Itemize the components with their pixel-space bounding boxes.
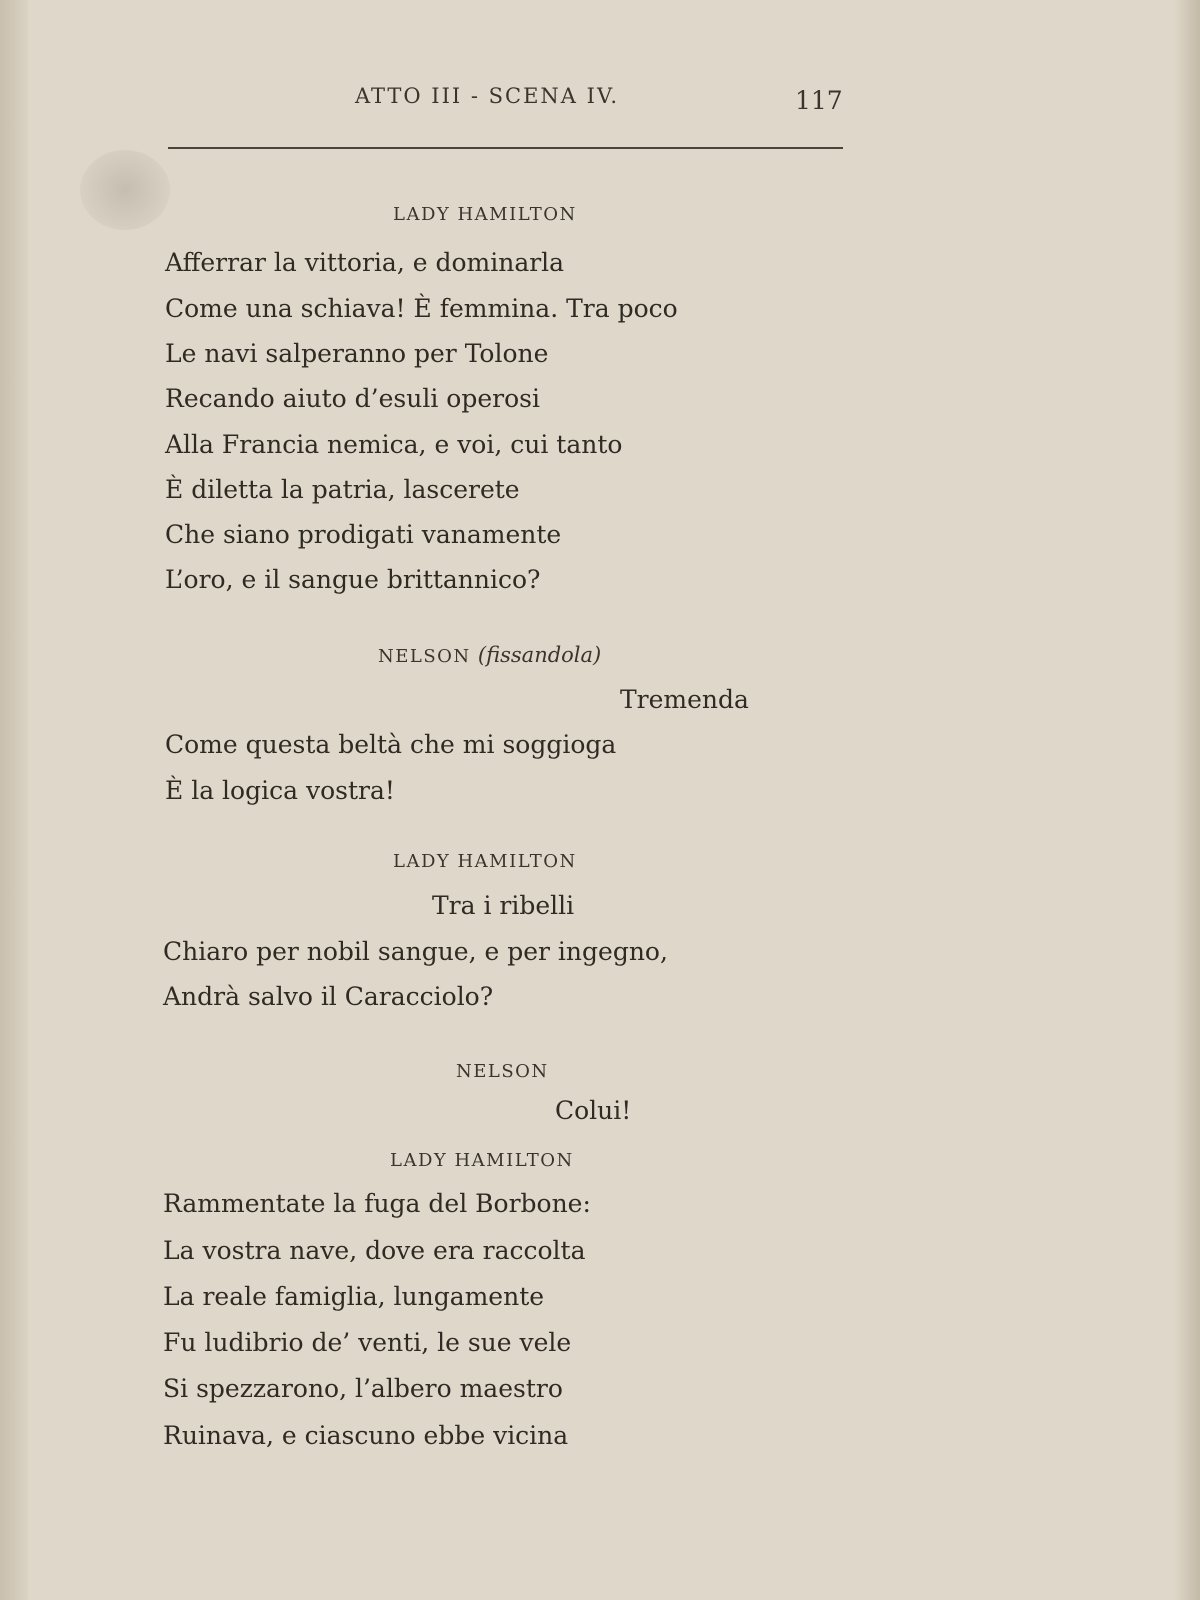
- verse-line: Ruinava, e ciascuno ebbe vicina: [163, 1421, 569, 1450]
- verse-line: Che siano prodigati vanamente: [165, 520, 562, 549]
- verse-line: Rammentate la fuga del Borbone:: [163, 1189, 591, 1218]
- verse-line: La vostra nave, dove era raccolta: [163, 1236, 586, 1265]
- speaker-line: [378, 643, 601, 667]
- speaker-name: LADY HAMILTON: [393, 204, 577, 225]
- speaker-name: NELSON: [378, 646, 471, 667]
- verse-line: Tremenda: [620, 685, 749, 714]
- page-edge-left: [0, 0, 28, 1600]
- verse-line: Si spezzarono, l’albero maestro: [163, 1374, 563, 1403]
- verse-line: Le navi salperanno per Tolone: [165, 339, 549, 368]
- speaker-name: LADY HAMILTON: [390, 1150, 574, 1171]
- verse-line: Colui!: [555, 1096, 632, 1125]
- page-number: 117: [795, 86, 843, 115]
- verse-line: Tra i ribelli: [432, 891, 575, 920]
- verse-line: Recando aiuto d’esuli operosi: [165, 384, 540, 413]
- verse-line: Afferrar la vittoria, e dominarla: [165, 248, 565, 277]
- verse-line: È la logica vostra!: [165, 776, 395, 805]
- verse-line: Alla Francia nemica, e voi, cui tanto: [165, 430, 623, 459]
- verse-line: Come questa beltà che mi soggioga: [165, 730, 617, 759]
- speaker-name: NELSON: [456, 1061, 549, 1082]
- stage-direction: (fissandola): [477, 643, 602, 667]
- verse-line: Chiaro per nobil sangue, e per ingegno,: [163, 937, 668, 966]
- verse-line: Fu ludibrio de’ venti, le sue vele: [163, 1328, 572, 1357]
- page-stain: [80, 150, 170, 230]
- verse-line: È diletta la patria, lascerete: [165, 475, 520, 504]
- verse-line: Andrà salvo il Caracciolo?: [163, 982, 494, 1011]
- header-rule: [168, 147, 843, 150]
- verse-line: La reale famiglia, lungamente: [163, 1282, 545, 1311]
- verse-line: L’oro, e il sangue brittannico?: [165, 565, 541, 594]
- verse-line: Come una schiava! È femmina. Tra poco: [165, 294, 678, 323]
- running-head: ATTO III - SCENA IV.: [355, 84, 620, 108]
- page-edge-right: [1174, 0, 1200, 1600]
- speaker-name: LADY HAMILTON: [393, 851, 577, 872]
